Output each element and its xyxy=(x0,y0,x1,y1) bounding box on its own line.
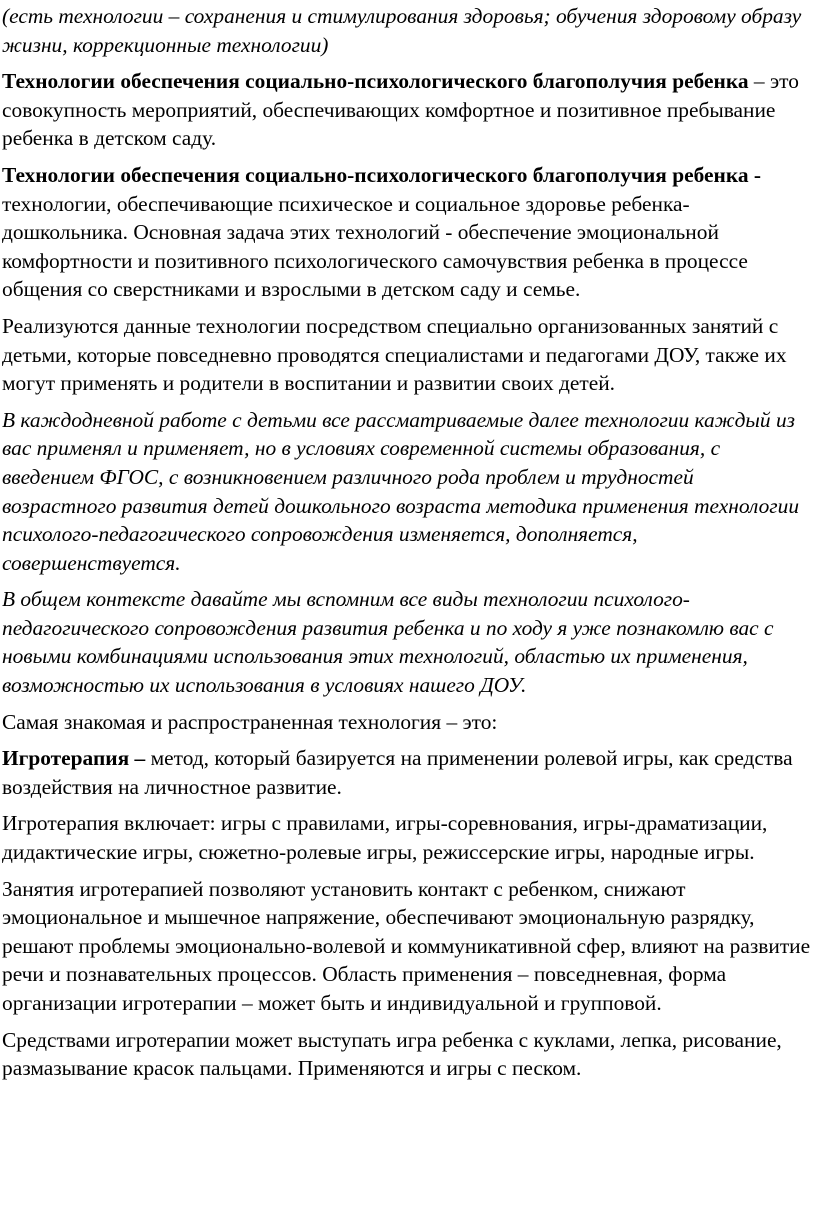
paragraph-intro-note xyxy=(2,2,812,59)
paragraph-definition-2 xyxy=(2,161,812,304)
paragraph-daily-work xyxy=(2,406,812,578)
term-bold: Игротерапия – xyxy=(2,746,146,771)
paragraph-play-therapy-means xyxy=(2,1026,812,1083)
paragraph-text: (есть технологии – сохранения и стимулирования здоровья; обучения здоровому образу жизни, коррекционные технологии) xyxy=(2,4,802,57)
paragraph-general-context xyxy=(2,585,812,699)
paragraph-text: Реализуются данные технологии посредством специально организованных занятий с детьми, которые повседневно проводятся специалистами и педагогами ДОУ, также их могут применять и родители в воспитании и развитии своих детей. xyxy=(2,313,787,396)
paragraph-play-therapy-definition xyxy=(2,744,812,801)
paragraph-text: Самая знакомая и распространенная технология – это: xyxy=(2,709,498,734)
paragraph-text: метод, который базируется на применении ролевой игры, как средства воздействия на личностное развитие. xyxy=(2,746,793,799)
paragraph-text: Средствами игротерапии может выступать игра ребенка с куклами, лепка, рисование, размазывание красок пальцами. Применяются и игры с песком. xyxy=(2,1027,782,1081)
paragraph-most-familiar xyxy=(2,708,812,737)
paragraph-definition-1 xyxy=(2,67,812,153)
paragraph-play-therapy-benefits xyxy=(2,875,812,1018)
paragraph-text: В каждодневной работе с детьми все рассматриваемые далее технологии каждый из вас применял и применяет, но в условиях современной системы образования, с введением ФГОС, с возникновением различного рода проблем и трудностей возрастного развития детей дошкольного возраста методика применения технологии психолого-педагогического сопровождения изменяется, дополняется, совершенствуется. xyxy=(2,407,800,575)
paragraph-text: Занятия игротерапией позволяют установить контакт с ребенком, снижают эмоциональное и мышечное напряжение, обеспечивают эмоциональную разрядку, решают проблемы эмоционально-волевой и коммуникативной сфер, влияют на развитие речи и познавательных процессов. Область применения – повседневная, форма организации игротерапии – может быть и индивидуальной и групповой. xyxy=(2,876,811,1015)
paragraph-implementation xyxy=(2,312,812,398)
paragraph-text: – это совокупность мероприятий, обеспечивающих комфортное и позитивное пребывание ребенка в детском саду. xyxy=(2,69,799,151)
paragraph-text: Игротерапия включает: игры с правилами, игры-соревнования, игры-драматизации, дидактические игры, сюжетно-ролевые игры, режиссерские игры, народные игры. xyxy=(2,811,768,865)
term-bold: Технологии обеспечения социально-психологического благополучия ребенка - xyxy=(2,162,762,187)
paragraph-play-therapy-includes xyxy=(2,809,812,866)
paragraph-text: технологии, обеспечивающие психическое и социальное здоровье ребенка-дошкольника. Основная задача этих технологий - обеспечение эмоциональной комфортности и позитивного психологического самочувствия ребенка в процессе общения со сверстниками и взрослыми в детском саду и семье. xyxy=(2,191,748,302)
paragraph-text: В общем контексте давайте мы вспомним все виды технологии психолого-педагогического сопровождения развития ребенка и по ходу я уже познакомлю вас с новыми комбинациями использования этих технологий, областью их применения, возможностью их использования в условиях нашего ДОУ. xyxy=(2,587,774,698)
term-bold: Технологии обеспечения социально-психологического благополучия ребенка xyxy=(2,69,749,94)
